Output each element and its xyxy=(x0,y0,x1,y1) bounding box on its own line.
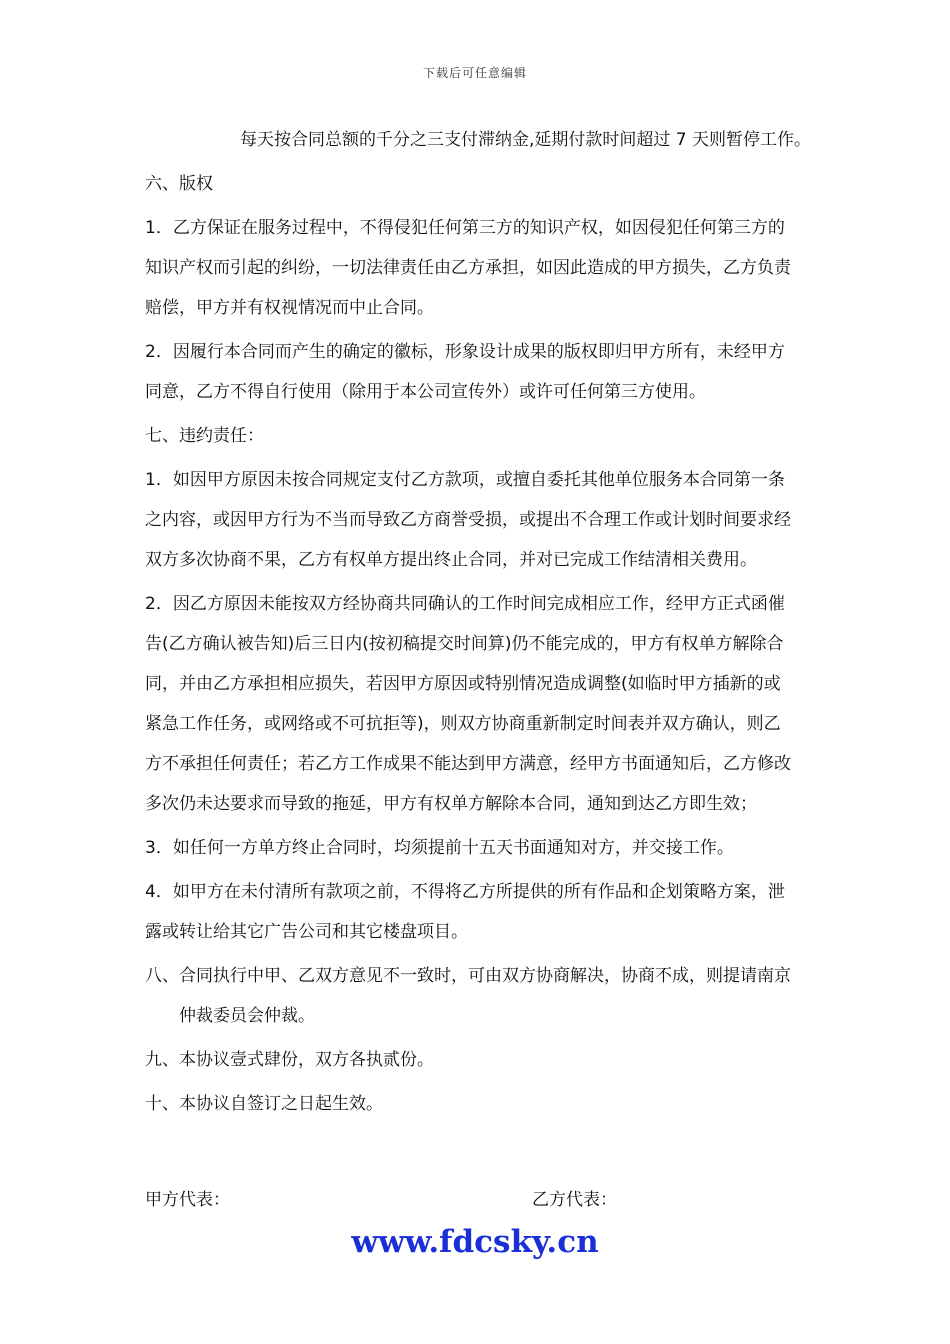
page-header-note: 下载后可任意编辑 xyxy=(422,66,527,80)
clause-10-effective: 十、本协议自签订之日起生效。 xyxy=(145,1094,383,1114)
party-a-signature-label: 甲方代表： xyxy=(145,1190,230,1210)
clause-6-1: 1．乙方保证在服务过程中，不得侵犯任何第三方的知识产权，如因侵犯任何第三方的 知识产权而引起的纠纷，一切法律责任由乙方承担，如因此造成的甲方损失，乙方负责 赔偿，甲方并有权视情况而中止合同。 xyxy=(145,218,791,318)
clause-7-3: 3．如任何一方单方终止合同时，均须提前十五天书面通知对方，并交接工作。 xyxy=(145,838,734,858)
section-heading-copyright: 六、版权 xyxy=(145,174,213,194)
section-heading-liability: 七、违约责任： xyxy=(145,426,264,446)
footer-website-link[interactable]: www.fdcsky.cn xyxy=(351,1224,599,1260)
signature-row xyxy=(145,1185,810,1215)
clause-8-dispute: 八、合同执行中甲、乙双方意见不一致时，可由双方协商解决，协商不成，则提请南京 仲裁委员会仲裁。 xyxy=(145,966,791,1026)
clause-7-4: 4．如甲方在未付清所有款项之前，不得将乙方所提供的所有作品和企划策略方案，泄 露或转让给其它广告公司和其它楼盘项目。 xyxy=(145,882,785,942)
document-body xyxy=(145,120,810,1124)
clause-7-1: 1．如因甲方原因未按合同规定支付乙方款项，或擅自委托其他单位服务本合同第一条 之内容，或因甲方行为不当而导致乙方商誉受损，或提出不合理工作或计划时间要求经 双方多次协商不果，乙方有权单方提出终止合同，并对已完成工作结清相关费用。 xyxy=(145,470,791,570)
clause-7-2: 2．因乙方原因未能按双方经协商共同确认的工作时间完成相应工作，经甲方正式函催 告(乙方确认被告知)后三日内(按初稿提交时间算)仍不能完成的，甲方有权单方解除合 同，并由乙方承担相应损失，若因甲方原因或特别情况造成调整(如临时甲方插新的或 紧急工作任务，或网络或不可抗拒等)，则双方协商重新制定时间表并双方确认，则乙 方不承担任何责任；若乙方工作成果不能达到甲方满意，经甲方书面通知后，乙方修改 多次仍未达要求而导致的拖延，甲方有权单方解除本合同，通知到达乙方即生效； xyxy=(145,594,791,814)
clause-6-2: 2．因履行本合同而产生的确定的徽标，形象设计成果的版权即归甲方所有，未经甲方 同意，乙方不得自行使用（除用于本公司宣传外）或许可任何第三方使用。 xyxy=(145,342,785,402)
party-b-signature-label: 乙方代表： xyxy=(532,1190,617,1210)
clause-9-copies: 九、本协议壹式肆份，双方各执贰份。 xyxy=(145,1050,434,1070)
paragraph-late-fee: 每天按合同总额的千分之三支付滞纳金,延期付款时间超过 7 天则暂停工作。 xyxy=(240,130,812,150)
